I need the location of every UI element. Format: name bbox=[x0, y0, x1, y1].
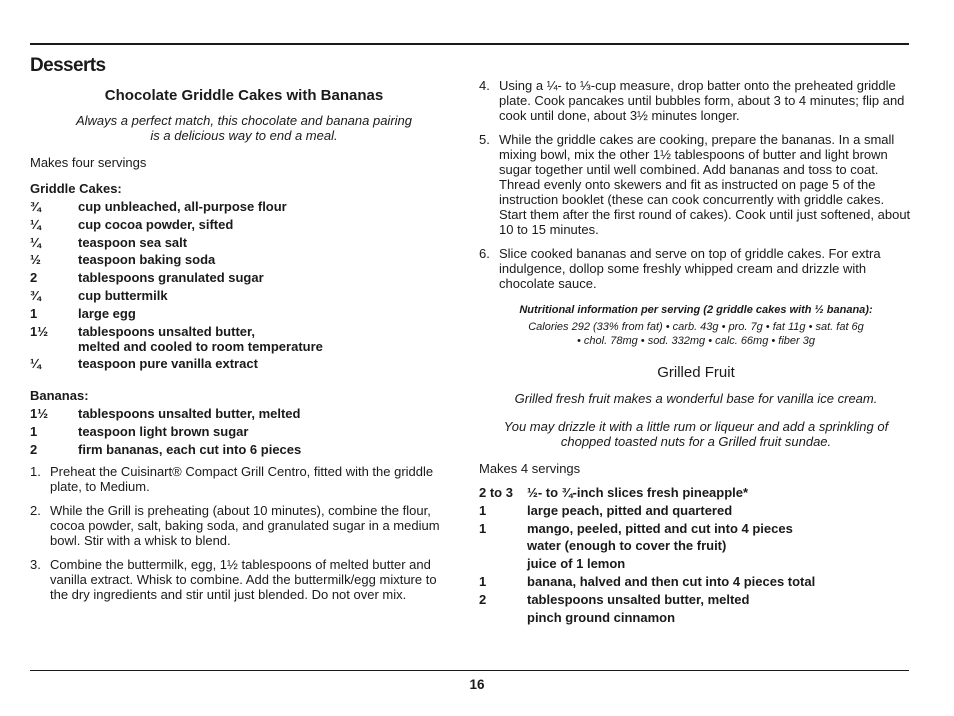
step-text: Preheat the Cuisinart® Compact Grill Centro, fitted with the griddle plate, to Medium. bbox=[50, 463, 434, 494]
ingredient-quantity: 1 bbox=[479, 502, 487, 518]
ingredient-row bbox=[30, 252, 458, 267]
recipe-title: Grilled Fruit bbox=[657, 364, 735, 381]
ingredient-quantity: 2 bbox=[30, 441, 38, 457]
ingredient-description: cup unbleached, all-purpose flour bbox=[78, 199, 287, 214]
ingredient-quantity: 1½ bbox=[30, 323, 49, 339]
section-title: Desserts bbox=[30, 55, 106, 76]
ingredient-quantity: 1 bbox=[479, 520, 487, 536]
method-steps bbox=[30, 464, 458, 602]
ingredient-row bbox=[479, 503, 913, 518]
step-number: 3. bbox=[30, 556, 41, 572]
step-text: While the griddle cakes are cooking, prepare the bananas. In a small mixing bowl, mix the other 1½ tablespoons of butter and light brown sugar together until well combined. Add bananas and toss to coat. Thread evenly onto skewers and fit as instructed on page 5 of the instruction booklet (these can cook concurrently with griddle cakes. Start them after the first round of cakes). Cook until just softened, about 10 to 15 minutes. bbox=[499, 132, 911, 237]
step-number: 2. bbox=[30, 502, 41, 518]
recipe-intro-line: Always a perfect match, this chocolate and banana pairing bbox=[75, 113, 413, 128]
top-rule bbox=[30, 43, 909, 45]
ingredient-row bbox=[479, 485, 913, 500]
ingredient-row bbox=[30, 270, 458, 285]
ingredient-quantity: ¼ bbox=[30, 234, 41, 250]
step-number: 6. bbox=[479, 246, 490, 261]
ingredient-quantity bbox=[479, 538, 527, 553]
recipe-intro-line: You may drizzle it with a little rum or liqueur and add a sprinkling of bbox=[503, 419, 889, 434]
ingredient-row bbox=[30, 442, 458, 457]
method-step bbox=[479, 78, 913, 123]
ingredient-row bbox=[30, 199, 458, 214]
ingredient-description: large peach, pitted and quartered bbox=[527, 502, 733, 518]
right-column bbox=[479, 78, 913, 627]
ingredient-quantity: 1 bbox=[479, 573, 487, 589]
ingredient-quantity: ¾ bbox=[30, 199, 41, 214]
ingredient-description: tablespoons unsalted butter, melted bbox=[527, 591, 750, 607]
ingredient-description: tablespoons unsalted butter, melted bbox=[78, 406, 301, 422]
griddle-ingredient-list bbox=[30, 199, 458, 371]
servings-text: Makes 4 servings bbox=[479, 461, 581, 476]
ingredient-quantity: 2 bbox=[479, 591, 487, 607]
ingredient-row bbox=[30, 306, 458, 321]
bananas-heading: Bananas: bbox=[30, 388, 89, 404]
ingredient-quantity bbox=[479, 556, 527, 571]
grilled-fruit-ingredient-list bbox=[479, 485, 913, 625]
recipe-title: Chocolate Griddle Cakes with Bananas bbox=[104, 87, 384, 104]
ingredient-quantity bbox=[479, 610, 527, 625]
method-step bbox=[479, 132, 913, 237]
ingredient-row bbox=[479, 592, 913, 607]
step-number: 1. bbox=[30, 463, 41, 479]
ingredient-row bbox=[30, 356, 458, 371]
step-text: While the Grill is preheating (about 10 minutes), combine the flour, cocoa powder, salt, baking soda, and granulated sugar in a medium bowl. Stir with a whisk to blend. bbox=[50, 502, 440, 548]
ingredient-description: firm bananas, each cut into 6 pieces bbox=[78, 441, 302, 457]
ingredient-description: large egg bbox=[78, 305, 136, 321]
ingredient-row bbox=[479, 610, 913, 625]
step-text: Slice cooked bananas and serve on top of griddle cakes. For extra indulgence, dollop some freshly whipped cream and drizzle with chocolate sauce. bbox=[499, 246, 881, 291]
ingredient-row bbox=[479, 538, 913, 553]
servings-text: Makes four servings bbox=[30, 155, 147, 170]
ingredient-description: banana, halved and then cut into 4 pieces total bbox=[527, 573, 816, 589]
ingredient-description: teaspoon pure vanilla extract bbox=[78, 356, 258, 372]
ingredient-row bbox=[479, 556, 913, 571]
banana-ingredient-list bbox=[30, 406, 458, 457]
method-step bbox=[30, 464, 458, 494]
ingredient-quantity: 1½ bbox=[30, 406, 49, 422]
left-column bbox=[30, 87, 458, 602]
ingredient-description: tablespoons granulated sugar bbox=[78, 270, 264, 286]
ingredient-description: cup cocoa powder, sifted bbox=[78, 216, 234, 232]
ingredient-quantity: 2 bbox=[30, 270, 38, 286]
ingredient-row bbox=[479, 521, 913, 536]
ingredient-quantity: 1 bbox=[30, 423, 38, 439]
ingredient-row bbox=[30, 235, 458, 250]
method-step bbox=[30, 557, 458, 602]
nutrition-heading: Nutritional information per serving (2 griddle cakes with ½ banana): bbox=[519, 304, 873, 316]
ingredient-row bbox=[30, 217, 458, 232]
ingredient-description: teaspoon light brown sugar bbox=[78, 423, 249, 439]
ingredient-description: teaspoon baking soda bbox=[78, 252, 216, 268]
bottom-rule bbox=[30, 670, 909, 671]
ingredient-quantity: ½ bbox=[30, 252, 41, 268]
ingredient-description: tablespoons unsalted butter, melted and cooled to room temperature bbox=[78, 323, 323, 354]
recipe-intro-line: is a delicious way to end a meal. bbox=[150, 128, 338, 143]
ingredient-quantity: 1 bbox=[30, 305, 38, 321]
recipe-intro-line: chopped toasted nuts for a Grilled fruit sundae. bbox=[560, 434, 832, 449]
recipe-intro-line: Grilled fresh fruit makes a wonderful base for vanilla ice cream. bbox=[514, 391, 878, 406]
ingredient-quantity: ¼ bbox=[30, 356, 41, 372]
griddle-cakes-heading: Griddle Cakes: bbox=[30, 181, 122, 196]
ingredient-quantity: 2 to 3 bbox=[479, 485, 513, 500]
ingredient-row bbox=[30, 406, 458, 421]
method-steps-continued bbox=[479, 78, 913, 291]
ingredient-description: ½- to ¾-inch slices fresh pineapple* bbox=[527, 485, 749, 500]
ingredient-description: pinch ground cinnamon bbox=[527, 609, 676, 625]
ingredient-row bbox=[479, 574, 913, 589]
page-number: 16 bbox=[469, 677, 485, 692]
ingredient-description: mango, peeled, pitted and cut into 4 pieces bbox=[527, 520, 793, 536]
step-text: Using a ¼- to ⅓-cup measure, drop batter onto the preheated griddle plate. Cook pancakes until bubbles form, about 3 to 4 minutes; flip and cook until done, about 3½ minutes longer. bbox=[499, 78, 905, 123]
step-number: 4. bbox=[479, 78, 490, 93]
ingredient-row bbox=[30, 424, 458, 439]
ingredient-description: teaspoon sea salt bbox=[78, 234, 188, 250]
ingredient-row bbox=[30, 288, 458, 303]
ingredient-description: water (enough to cover the fruit) bbox=[527, 538, 727, 554]
nutrition-details: Calories 292 (33% from fat) • carb. 43g • pro. 7g • fat 11g • sat. fat 6g • chol. 78mg • sod. 332mg • calc. 66mg • fiber 3g bbox=[528, 321, 864, 347]
method-step bbox=[30, 503, 458, 548]
ingredient-description: juice of 1 lemon bbox=[527, 556, 626, 572]
ingredient-row bbox=[30, 324, 458, 354]
step-number: 5. bbox=[479, 132, 490, 147]
ingredient-description: cup buttermilk bbox=[78, 287, 168, 303]
step-text: Combine the buttermilk, egg, 1½ tablespoons of melted butter and vanilla extract. Whisk to combine. Add the buttermilk/egg mixture to the dry ingredients and stir until just blended. Do not over mix. bbox=[50, 556, 437, 602]
ingredient-quantity: ¼ bbox=[30, 216, 41, 232]
method-step bbox=[479, 246, 913, 291]
ingredient-quantity: ¾ bbox=[30, 287, 41, 303]
